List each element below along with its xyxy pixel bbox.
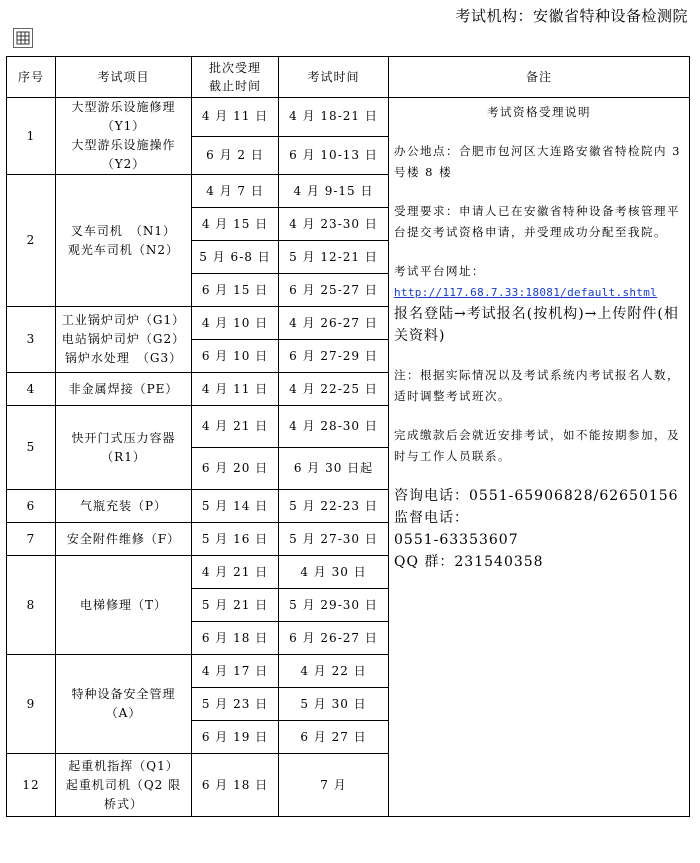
cell-deadline: 4 月 11 日 (192, 373, 279, 406)
cell-no: 12 (7, 754, 56, 817)
cell-exam-time: 4 月 9-15 日 (279, 175, 389, 208)
table-row (7, 98, 690, 137)
header-item: 考试项目 (56, 57, 192, 98)
table-grid-icon (16, 31, 30, 45)
exam-schedule-table (6, 56, 690, 817)
notes-supervise-label: 监督电话： (394, 510, 469, 526)
cell-deadline: 6 月 15 日 (192, 274, 279, 307)
header-deadline: 批次受理 截止时间 (192, 57, 279, 98)
cell-exam-time: 4 月 23-30 日 (279, 208, 389, 241)
cell-deadline: 4 月 21 日 (192, 556, 279, 589)
cell-exam-time: 5 月 12-21 日 (279, 241, 389, 274)
cell-exam-item: 叉车司机 （N1） 观光车司机（N2） (56, 175, 192, 307)
cell-exam-time: 6 月 26-27 日 (279, 622, 389, 655)
cell-exam-time: 4 月 22 日 (279, 655, 389, 688)
cell-deadline: 6 月 18 日 (192, 754, 279, 817)
cell-exam-time: 4 月 18-21 日 (279, 98, 389, 137)
cell-deadline: 6 月 20 日 (192, 448, 279, 490)
cell-no: 5 (7, 406, 56, 490)
cell-deadline: 4 月 11 日 (192, 98, 279, 137)
cell-no: 6 (7, 490, 56, 523)
cell-exam-time: 5 月 29-30 日 (279, 589, 389, 622)
cell-exam-time: 4 月 30 日 (279, 556, 389, 589)
notes-cell (389, 98, 690, 817)
header-no: 序号 (7, 57, 56, 98)
cell-exam-time: 6 月 27-29 日 (279, 340, 389, 373)
cell-deadline: 6 月 2 日 (192, 136, 279, 175)
notes-qq-group: QQ 群：231540358 (394, 554, 544, 570)
cell-no: 3 (7, 307, 56, 373)
cell-no: 4 (7, 373, 56, 406)
cell-exam-item: 非金属焊接（PE） (56, 373, 192, 406)
notes-requirement: 受理要求：申请人已在安徽省特种设备考核管理平台提交考试资格申请，并受理成功分配至我院。 (394, 204, 680, 239)
cell-no: 9 (7, 655, 56, 754)
cell-deadline: 5 月 16 日 (192, 523, 279, 556)
notes-consult-phone: 咨询电话：0551-65906828/62650156 (394, 488, 679, 504)
cell-no: 8 (7, 556, 56, 655)
cell-exam-item: 气瓶充装（P） (56, 490, 192, 523)
cell-exam-item: 安全附件维修（F） (56, 523, 192, 556)
table-body (7, 98, 690, 817)
notes-adjust: 注：根据实际情况以及考试系统内考试报名人数，适时调整考试班次。 (394, 368, 680, 403)
cell-exam-item: 快开门式压力容器 （R1） (56, 406, 192, 490)
cell-exam-time: 5 月 22-23 日 (279, 490, 389, 523)
notes-platform-label: 考试平台网址： (394, 264, 485, 278)
cell-deadline: 4 月 10 日 (192, 307, 279, 340)
cell-exam-time: 6 月 30 日起 (279, 448, 389, 490)
cell-exam-time: 4 月 28-30 日 (279, 406, 389, 448)
notes-title: 考试资格受理说明 (487, 105, 591, 119)
cell-exam-item: 特种设备安全管理 （A） (56, 655, 192, 754)
cell-exam-time: 6 月 25-27 日 (279, 274, 389, 307)
cell-no: 2 (7, 175, 56, 307)
notes-content (394, 102, 684, 573)
cell-exam-time: 5 月 30 日 (279, 688, 389, 721)
table-select-icon[interactable] (13, 28, 33, 48)
cell-deadline: 4 月 21 日 (192, 406, 279, 448)
cell-exam-item: 起重机指挥（Q1） 起重机司机（Q2 限 桥式） (56, 754, 192, 817)
exam-organization: 考试机构：安徽省特种设备检测院 (455, 7, 688, 25)
cell-deadline: 4 月 15 日 (192, 208, 279, 241)
cell-deadline: 6 月 19 日 (192, 721, 279, 754)
cell-deadline: 5 月 6-8 日 (192, 241, 279, 274)
cell-exam-time: 4 月 22-25 日 (279, 373, 389, 406)
cell-deadline: 4 月 17 日 (192, 655, 279, 688)
header-notes: 备注 (389, 57, 690, 98)
cell-exam-time: 4 月 26-27 日 (279, 307, 389, 340)
cell-no: 7 (7, 523, 56, 556)
cell-no: 1 (7, 98, 56, 175)
cell-exam-item: 工业锅炉司炉（G1） 电站锅炉司炉（G2） 锅炉水处理 （G3） (56, 307, 192, 373)
cell-deadline: 6 月 18 日 (192, 622, 279, 655)
cell-exam-time: 5 月 27-30 日 (279, 523, 389, 556)
platform-url-link[interactable]: http://117.68.7.33:18081/default.shtml (394, 286, 658, 299)
notes-supervise-phone: 0551-63353607 (394, 532, 519, 548)
notes-payment: 完成缴款后会就近安排考试，如不能按期参加，及时与工作人员联系。 (394, 428, 680, 463)
cell-deadline: 5 月 23 日 (192, 688, 279, 721)
cell-exam-time: 6 月 27 日 (279, 721, 389, 754)
header-exam-time: 考试时间 (279, 57, 389, 98)
cell-exam-time: 7 月 (279, 754, 389, 817)
cell-exam-time: 6 月 10-13 日 (279, 136, 389, 175)
cell-exam-item: 大型游乐设施修理 （Y1） 大型游乐设施操作 （Y2） (56, 98, 192, 175)
cell-deadline: 4 月 7 日 (192, 175, 279, 208)
notes-address: 办公地点：合肥市包河区大连路安徽省特检院内 3 号楼 8 楼 (394, 144, 681, 179)
cell-exam-item: 电梯修理（T） (56, 556, 192, 655)
cell-deadline: 5 月 21 日 (192, 589, 279, 622)
notes-flow: 报名登陆→考试报名(按机构)→上传附件(相关资料) (394, 306, 679, 344)
cell-deadline: 5 月 14 日 (192, 490, 279, 523)
cell-deadline: 6 月 10 日 (192, 340, 279, 373)
